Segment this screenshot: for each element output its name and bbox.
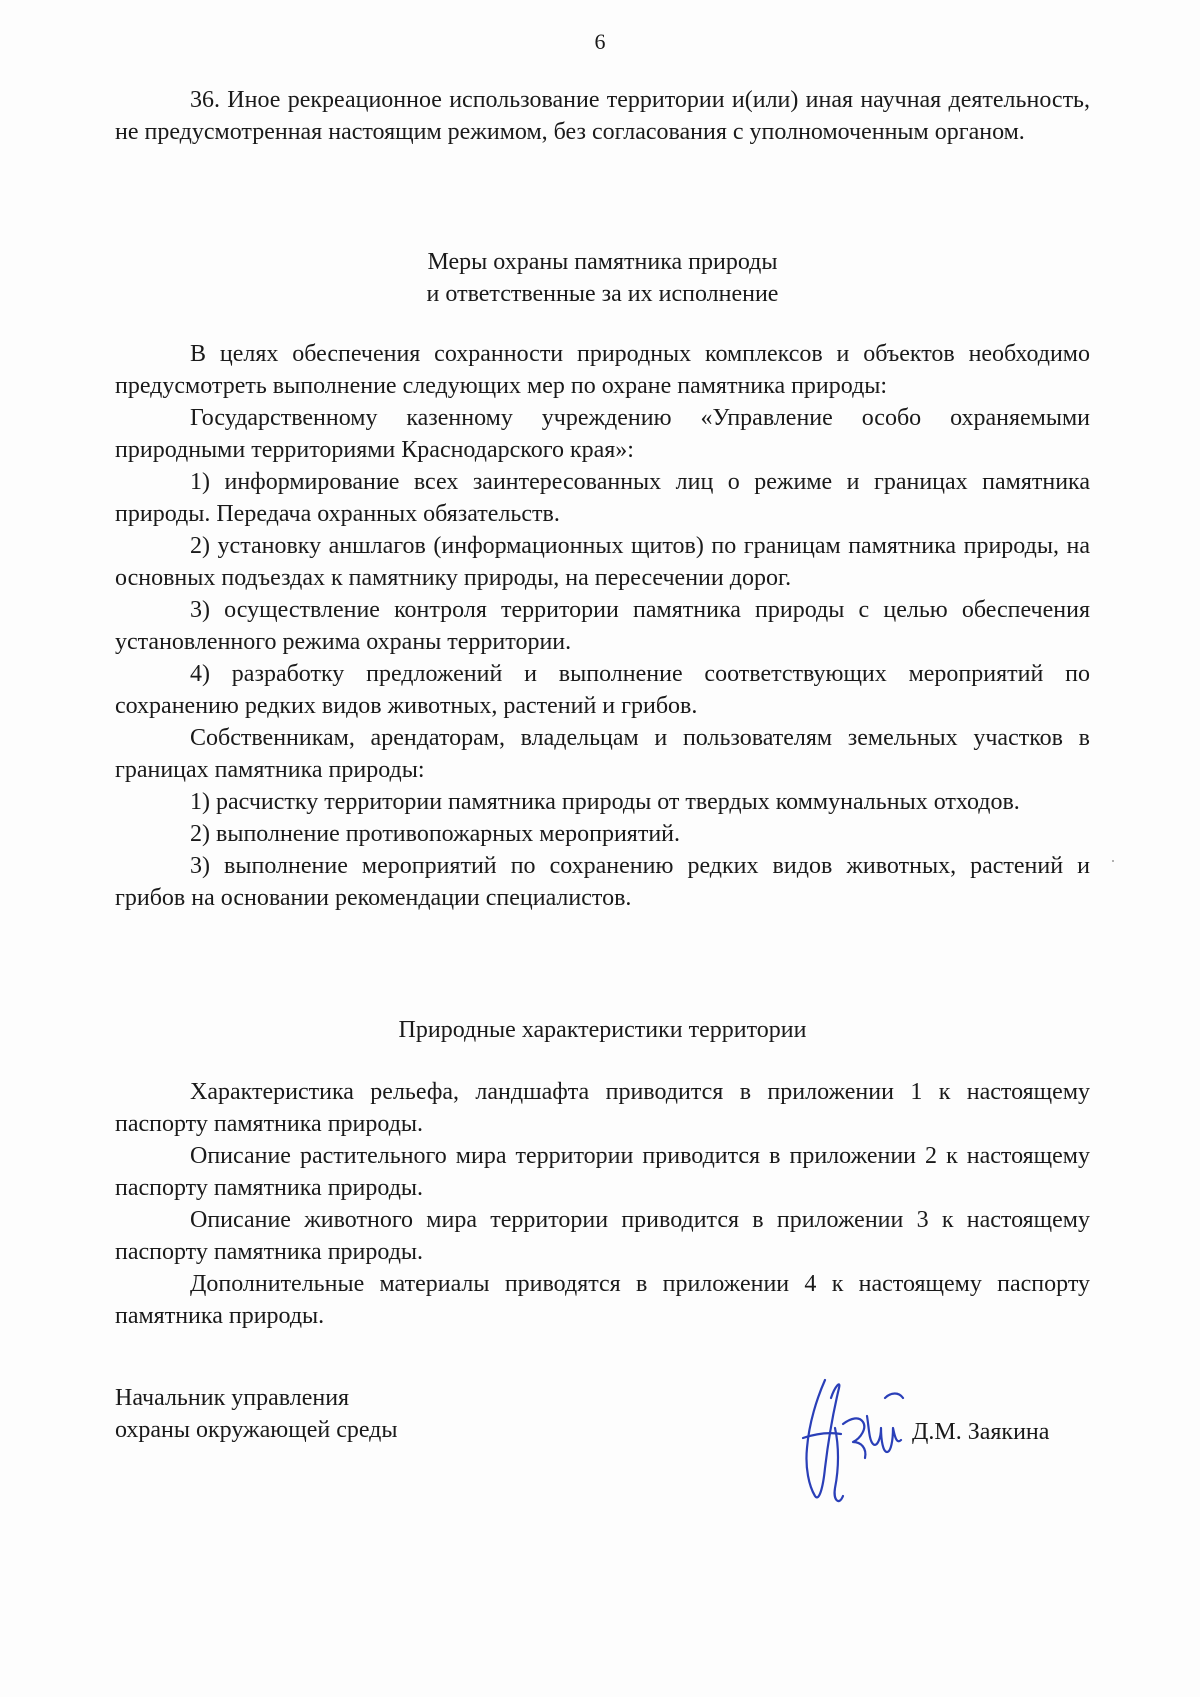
gku-item-2: 2) установку аншлагов (информационных щитов) по границам памятника природы, на основных подъездах к памятнику природы, на пересечении дорог.: [115, 533, 1090, 591]
owners-intro: Собственникам, арендаторам, владельцам и пользователям земельных участков в границах памятника природы:: [115, 725, 1090, 783]
signatory-name: Д.М. Заякина: [912, 1419, 1050, 1445]
section-36: [115, 84, 1090, 148]
owners-item-3: 3) выполнение мероприятий по сохранению редких видов животных, растений и грибов на основании рекомендации специалистов.: [115, 853, 1090, 911]
section-36-text: 36. Иное рекреационное использование территории и(или) иная научная деятельность, не предусмотренная настоящим режимом, без согласования с уполномоченным органом.: [115, 87, 1090, 145]
natural-item-2: Описание растительного мира территории приводится в приложении 2 к настоящему паспорту памятника природы.: [115, 1143, 1090, 1201]
natural-body: [115, 1076, 1090, 1332]
natural-item-1: Характеристика рельефа, ландшафта приводится в приложении 1 к настоящему паспорту памятника природы.: [115, 1079, 1090, 1137]
gku-item-4: 4) разработку предложений и выполнение соответствующих мероприятий по сохранению редких видов животных, растений и грибов.: [115, 661, 1090, 719]
natural-item-3: Описание животного мира территории приводится в приложении 3 к настоящему паспорту памятника природы.: [115, 1207, 1090, 1265]
measures-heading: [115, 246, 1090, 310]
signatory-position: [115, 1382, 398, 1446]
gku-item-1: 1) информирование всех заинтересованных лиц о режиме и границах памятника природы. Передача охранных обязательств.: [115, 469, 1090, 527]
owners-item-1: 1) расчистку территории памятника природы от твердых коммунальных отходов.: [190, 789, 1020, 815]
owners-item-2: 2) выполнение противопожарных мероприятий.: [190, 821, 681, 847]
natural-item-4: Дополнительные материалы приводятся в приложении 4 к настоящему паспорту памятника природы.: [115, 1271, 1090, 1329]
page-number: 6: [594, 29, 606, 54]
measures-heading-line2: и ответственные за их исполнение: [426, 281, 779, 307]
signatory-position-line2: охраны окружающей среды: [115, 1417, 398, 1443]
measures-body: [115, 338, 1090, 914]
measures-intro: В целях обеспечения сохранности природных комплексов и объектов необходимо предусмотреть выполнение следующих мер по охране памятника природы:: [115, 341, 1090, 399]
scan-artifact: [1112, 860, 1114, 862]
natural-heading: Природные характеристики территории: [398, 1017, 807, 1043]
gku-item-3: 3) осуществление контроля территории памятника природы с целью обеспечения установленного режима охраны территории.: [115, 597, 1090, 655]
measures-heading-line1: Меры охраны памятника природы: [427, 249, 778, 275]
gku-intro: Государственному казенному учреждению «Управление особо охраняемыми природными территориями Краснодарского края»:: [115, 405, 1090, 463]
signatory-position-line1: Начальник управления: [115, 1385, 350, 1411]
handwritten-signature: [795, 1368, 915, 1518]
natural-heading-block: [115, 1014, 1090, 1046]
